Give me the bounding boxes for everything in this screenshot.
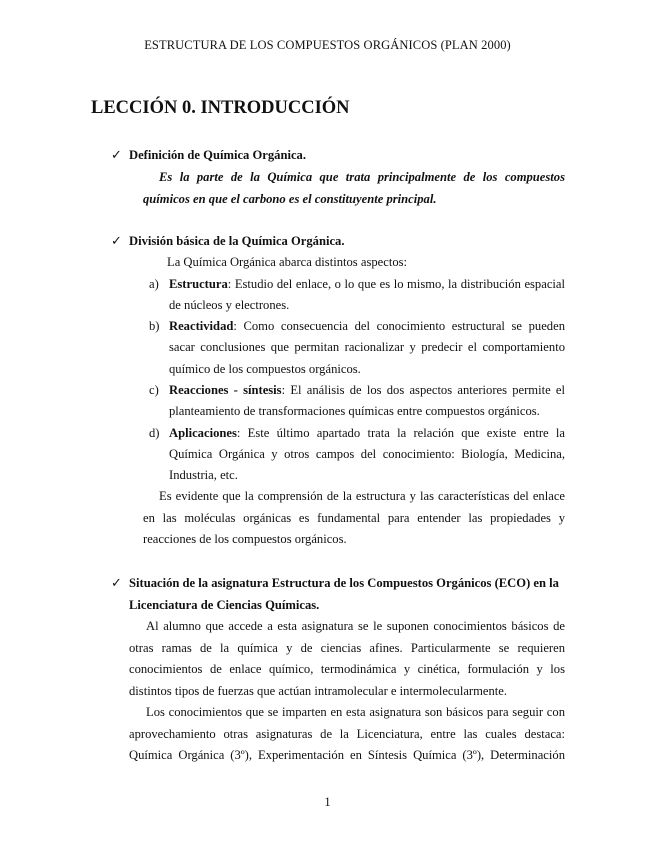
checkmark-icon: ✓ xyxy=(111,575,122,590)
section-situation xyxy=(111,572,565,767)
paragraph: Al alumno que accede a esta asignatura se le suponen conocimientos básicos de otras ramas de la química y de ciencias afines. Particularmente se requieren conocimientos de enlace químico, termodinámica y cinética, formulación y los distintos tipos de fuerzas que actúan intramolecular e intermolecularmente. xyxy=(129,619,565,698)
section-heading xyxy=(111,572,565,616)
section-heading-text: Definición de Química Orgánica. xyxy=(129,148,307,162)
checkmark-icon: ✓ xyxy=(111,233,122,248)
list-item xyxy=(149,380,565,423)
section-division xyxy=(111,230,565,551)
list-item-term: Aplicaciones xyxy=(169,425,237,440)
list-item-label: d) xyxy=(149,425,160,440)
list-item-term: Reacciones - síntesis xyxy=(169,382,282,397)
list-item-body xyxy=(169,316,565,380)
aspects-list xyxy=(149,274,565,487)
section-heading-text: División básica de la Química Orgánica. xyxy=(129,234,345,248)
list-item-label: a) xyxy=(149,276,159,291)
checkmark-icon: ✓ xyxy=(111,147,122,162)
list-item-body xyxy=(169,274,565,317)
list-item xyxy=(149,274,565,317)
section-heading xyxy=(111,144,565,166)
list-item-term: Reactividad xyxy=(169,319,234,334)
intro-text: La Química Orgánica abarca distintos aspectos: xyxy=(167,255,408,269)
section-heading xyxy=(111,230,565,252)
list-item-body xyxy=(169,380,565,423)
list-item-label: c) xyxy=(149,382,159,397)
running-header: ESTRUCTURA DE LOS COMPUESTOS ORGÁNICOS (PLAN 2000) xyxy=(144,38,511,52)
list-item-text: : Como consecuencia del conocimiento estructural se pueden sacar conclusiones que permitan racionalizar y predecir el comportamiento químico de los compuestos orgánicos. xyxy=(169,319,565,376)
section-definition xyxy=(111,144,565,210)
conclusion-text: Es evidente que la comprensión de la estructura y las características del enlace en las moléculas orgánicas es fundamental para entender las propiedades y reacciones de los compuestos orgánicos. xyxy=(143,489,565,547)
list-item xyxy=(149,316,565,380)
list-item-text: : El análisis de los dos aspectos anteriores permite el planteamiento de transformaciones químicas entre compuestos orgánicos. xyxy=(169,382,566,419)
page-number: 1 xyxy=(324,795,331,809)
list-item-text: : Este último apartado trata la relación que existe entre la Química Orgánica y otros campos del conocimiento: Biología, Medicina, Industria, etc. xyxy=(169,425,565,483)
list-item xyxy=(149,423,565,487)
list-item-text: : Estudio del enlace, o lo que es lo mismo, la distribución espacial de núcleos y electrones. xyxy=(169,276,565,312)
lesson-title: LECCIÓN 0. INTRODUCCIÓN xyxy=(91,98,350,118)
list-item-body xyxy=(169,423,565,487)
definition-text: Es la parte de la Química que trata principalmente de los compuestos químicos en que el carbono es el constituyente principal. xyxy=(143,170,565,206)
paragraph: Los conocimientos que se imparten en esta asignatura son básicos para seguir con aprovechamiento otras asignaturas de la Licenciatura, entre las cuales destaca: Química Orgánica (3º), Experimentación en Síntesis Química (3º), Determinación xyxy=(129,705,565,762)
list-item-label: b) xyxy=(149,319,160,334)
list-item-term: Estructura xyxy=(169,276,228,291)
section-heading-text: Situación de la asignatura Estructura de los Compuestos Orgánicos (ECO) en la Licenciatura de Ciencias Químicas. xyxy=(129,576,559,612)
